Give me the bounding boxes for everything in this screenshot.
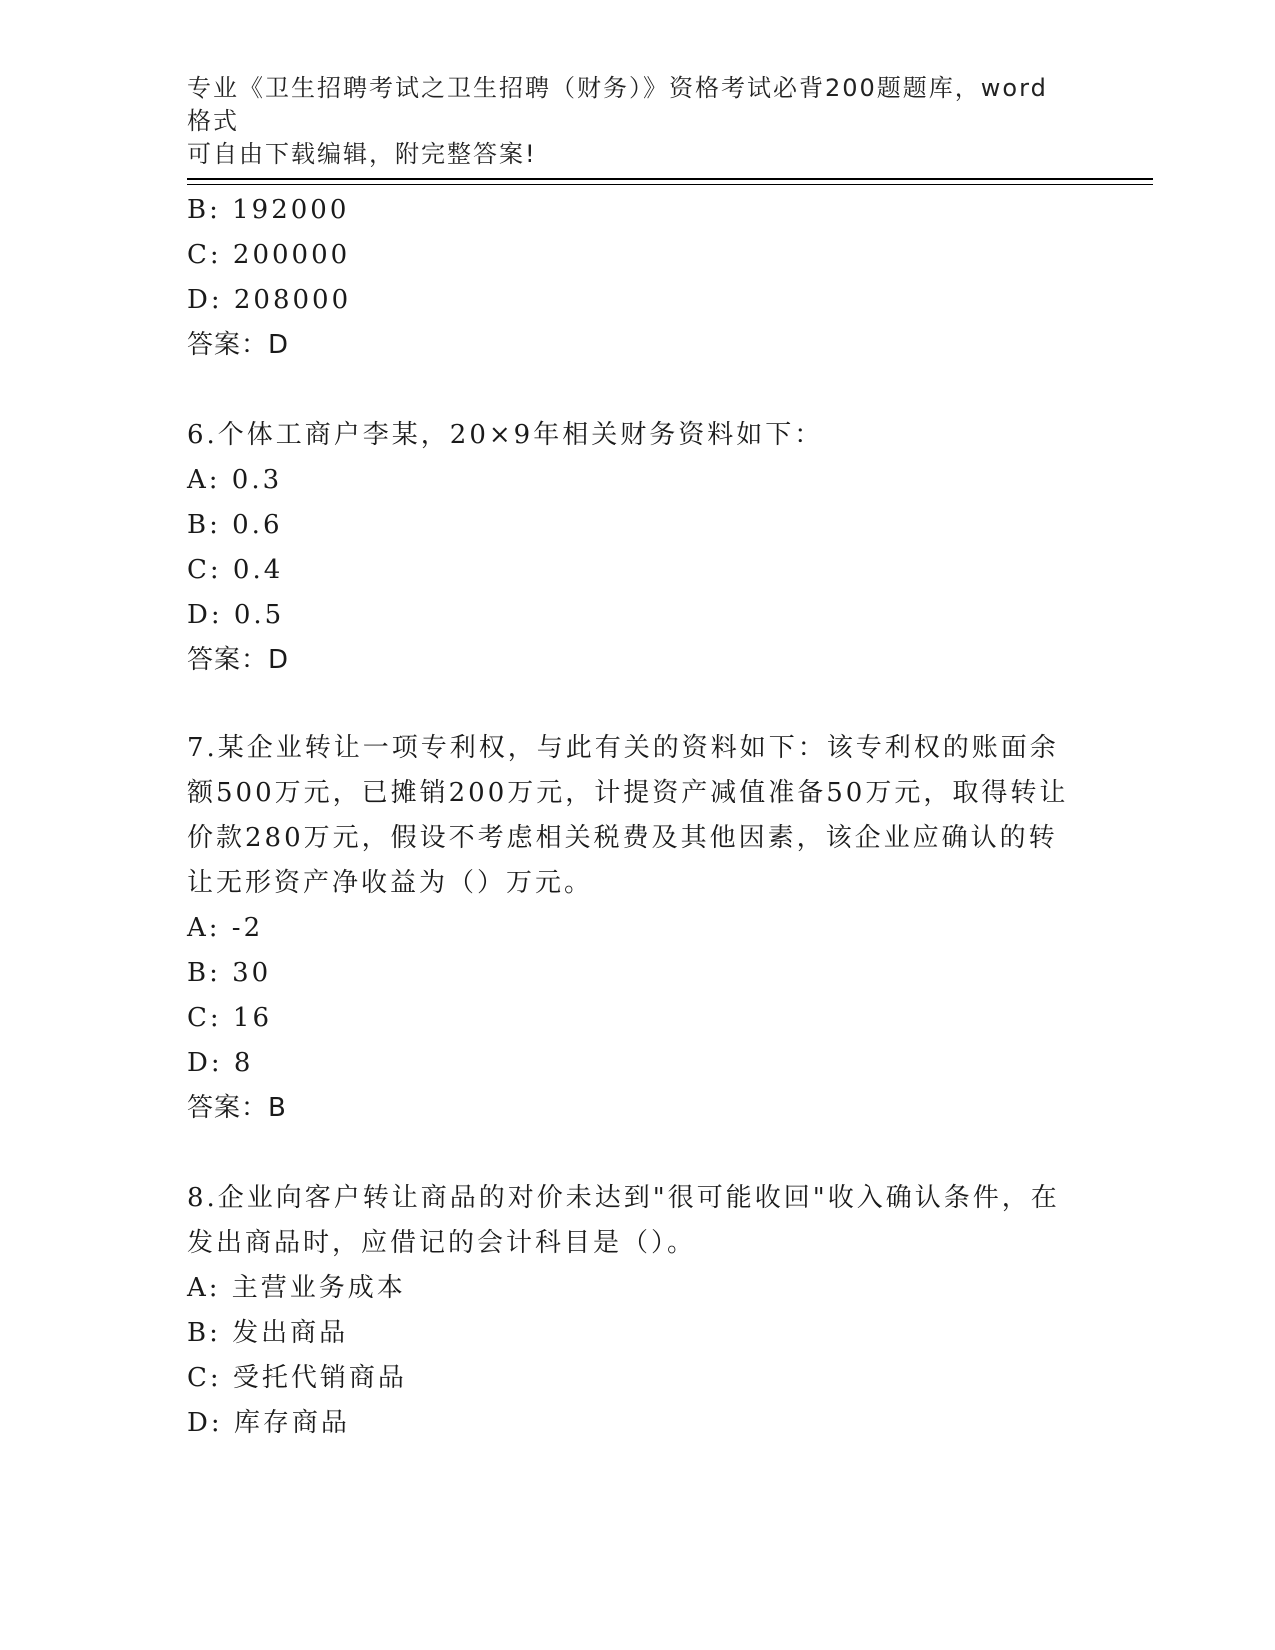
q5-option-c: C: 200000	[187, 240, 351, 270]
header-divider-thick	[187, 178, 1153, 180]
q6-option-d: D: 0.5	[187, 600, 285, 630]
q8-option-a: A: 主营业务成本	[187, 1273, 406, 1303]
q8-option-d: D: 库存商品	[187, 1408, 350, 1438]
q6-option-c: C: 0.4	[187, 555, 284, 585]
q5-option-b: B: 192000	[187, 195, 350, 225]
header-line-1: 专业《卫生招聘考试之卫生招聘（财务）》资格考试必背200题题库，word格式	[187, 74, 1048, 135]
header-divider-thin	[187, 184, 1153, 185]
document-header	[187, 72, 1067, 171]
header-line-2: 可自由下载编辑，附完整答案!	[187, 140, 537, 168]
q8-option-c: C: 受托代销商品	[187, 1363, 407, 1393]
q5-answer: 答案：D	[187, 330, 290, 360]
q7-option-c: C: 16	[187, 1003, 273, 1033]
q8-stem-line-1: 8.企业向客户转让商品的对价未达到"很可能收回"收入确认条件，在	[187, 1183, 1060, 1213]
q6-answer: 答案：D	[187, 645, 290, 675]
q7-answer: 答案：B	[187, 1093, 287, 1123]
q8-option-b: B: 发出商品	[187, 1318, 349, 1348]
q7-stem-line-3: 价款280万元，假设不考虑相关税费及其他因素，该企业应确认的转	[187, 823, 1058, 853]
q6-stem: 6.个体工商户李某，20×9年相关财务资料如下：	[187, 420, 824, 450]
q7-stem-line-2: 额500万元，已摊销200万元，计提资产减值准备50万元，取得转让	[187, 778, 1069, 808]
q7-option-a: A: -2	[187, 913, 264, 943]
q7-stem-line-4: 让无形资产净收益为（）万元。	[187, 868, 594, 898]
q7-option-b: B: 30	[187, 958, 272, 988]
q5-option-d: D: 208000	[187, 285, 352, 315]
q6-option-a: A: 0.3	[187, 465, 283, 495]
q8-stem-line-2: 发出商品时，应借记的会计科目是（）。	[187, 1228, 697, 1258]
q6-option-b: B: 0.6	[187, 510, 283, 540]
q7-stem-line-1: 7.某企业转让一项专利权，与此有关的资料如下：该专利权的账面余	[187, 733, 1059, 763]
q7-option-d: D: 8	[187, 1048, 254, 1078]
